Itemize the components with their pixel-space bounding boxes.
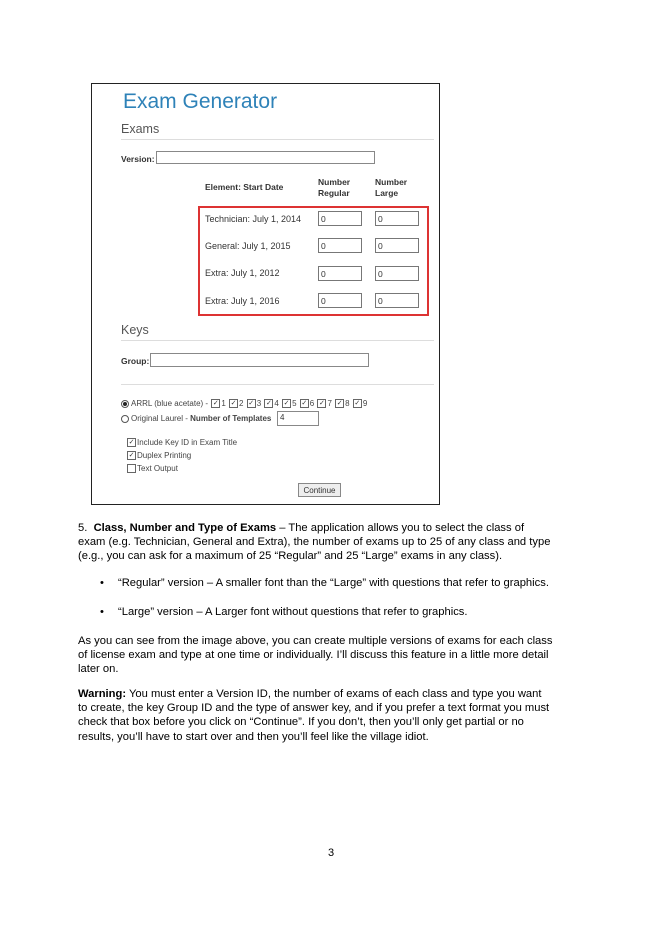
template-number: 5	[292, 399, 297, 408]
bullet-marker: •	[100, 606, 104, 618]
large-count-input[interactable]: 0	[375, 293, 419, 308]
divider	[121, 139, 434, 140]
regular-count-input[interactable]: 0	[318, 211, 362, 226]
regular-count-input[interactable]: 0	[318, 293, 362, 308]
template-number: 6	[309, 399, 315, 408]
template-checkbox[interactable]: ✓	[230, 400, 237, 408]
template-checkbox[interactable]: ✓	[212, 400, 219, 408]
col-regular-line2: Regular	[318, 188, 350, 198]
section-5-line2: exam (e.g. Technician, General and Extra), the number of exams up to 25 of any class and type	[78, 536, 551, 549]
divider	[121, 340, 434, 341]
bullet-large: “Large” version – A Larger font without questions that refer to graphics.	[118, 606, 468, 618]
template-checkbox[interactable]: ✓	[354, 400, 361, 408]
large-count-input[interactable]: 0	[375, 211, 419, 226]
version-label: Version:	[121, 154, 155, 164]
section-5-paragraph	[78, 521, 588, 564]
section-number: 5.	[78, 522, 88, 534]
regular-count-input[interactable]: 0	[318, 238, 362, 253]
versions-line2: of license exam and type at one time or individually. I’ll discuss this feature in a little more detail	[78, 649, 549, 662]
large-count-input[interactable]: 0	[375, 238, 419, 253]
col-large-line2: Large	[375, 188, 399, 198]
section-5-line3: (e.g., you can ask for a maximum of 25 “Regular” and 25 “Large” exams in any class).	[78, 550, 503, 563]
template-number: 9	[362, 399, 368, 408]
large-count-input[interactable]: 0	[375, 266, 419, 281]
col-regular-header	[318, 177, 350, 199]
text-output-checkbox[interactable]	[127, 464, 136, 473]
exams-section-title: Exams	[121, 122, 160, 136]
bullet-marker: •	[100, 577, 104, 589]
exam-row-label: Technician: July 1, 2014	[205, 214, 302, 224]
col-element-header: Element: Start Date	[205, 182, 284, 192]
template-checkbox[interactable]: ✓	[283, 400, 290, 408]
original-laurel-label: Original Laurel -	[131, 414, 188, 423]
template-checkbox[interactable]: ✓	[301, 400, 308, 408]
col-large-line1: Number	[375, 177, 408, 187]
regular-count-input[interactable]: 0	[318, 266, 362, 281]
template-checkbox[interactable]: ✓	[319, 400, 325, 408]
exam-row-label: General: July 1, 2015	[205, 241, 291, 251]
version-input[interactable]	[156, 151, 375, 164]
versions-paragraph	[78, 634, 588, 677]
warning-text: You must enter a Version ID, the number of exams of each class and type you want	[126, 688, 542, 700]
col-regular-line1: Number	[318, 177, 351, 187]
original-laurel-option[interactable]	[121, 414, 271, 423]
continue-button[interactable]: Continue	[298, 483, 341, 497]
template-checkbox[interactable]: ✓	[336, 400, 343, 408]
divider	[121, 384, 434, 385]
section-5-text: – The application allows you to select the class of	[276, 522, 525, 534]
page-number: 3	[327, 847, 335, 859]
duplex-checkbox[interactable]: ✓	[128, 452, 135, 460]
group-label: Group:	[121, 356, 150, 366]
warning-line2: to create, the key Group ID and the type of answer key, and if you prefer a text format you must	[78, 702, 550, 715]
warning-line1	[78, 687, 588, 701]
section-5-heading: Class, Number and Type of Exams	[93, 522, 277, 534]
include-key-checkbox[interactable]: ✓	[128, 439, 135, 447]
templates-input[interactable]: 4	[277, 411, 319, 426]
app-title: Exam Generator	[123, 90, 278, 113]
duplex-label: Duplex Printing	[137, 451, 192, 460]
templates-label: Number of Templates	[190, 414, 272, 423]
template-checkbox[interactable]: ✓	[248, 400, 255, 408]
exam-row-label: Extra: July 1, 2012	[205, 268, 280, 278]
warning-label: Warning:	[78, 688, 127, 700]
template-number: 2	[239, 399, 244, 408]
template-checkbox[interactable]: ✓	[265, 400, 272, 408]
arrl-option[interactable]	[121, 399, 367, 408]
template-number: 8	[345, 399, 350, 408]
include-key-label: Include Key ID in Exam Title	[137, 438, 238, 447]
group-input[interactable]	[150, 353, 369, 367]
arrl-radio[interactable]	[121, 400, 129, 408]
bullet-regular: “Regular” version – A smaller font than the “Large” with questions that refer to graphics.	[118, 577, 549, 589]
template-number: 7	[327, 399, 332, 408]
keys-section-title: Keys	[121, 323, 149, 337]
exam-generator-figure	[91, 83, 440, 505]
option-text-output[interactable]	[126, 464, 178, 473]
original-laurel-radio[interactable]	[121, 415, 129, 423]
option-include-key[interactable]	[126, 438, 237, 447]
text-output-label: Text Output	[137, 464, 178, 473]
versions-line3: later on.	[78, 663, 119, 676]
option-duplex[interactable]	[126, 451, 191, 460]
versions-line1: As you can see from the image above, you can create multiple versions of exams for each class	[78, 635, 553, 647]
col-large-header	[375, 177, 407, 199]
arrl-label: ARRL (blue acetate) -	[131, 399, 209, 408]
warning-line3: check that box before you click on “Continue”. If you don’t, then you’ll only get partial or no	[78, 716, 524, 729]
section-5-line1	[78, 521, 588, 535]
template-number: 3	[256, 399, 262, 408]
warning-paragraph	[78, 687, 588, 744]
exam-row-label: Extra: July 1, 2016	[205, 296, 280, 306]
template-number: 4	[274, 399, 279, 408]
template-number: 1	[221, 399, 226, 408]
warning-line4: results, you’ll have to start over and then you’ll feel like the village idiot.	[78, 730, 429, 743]
